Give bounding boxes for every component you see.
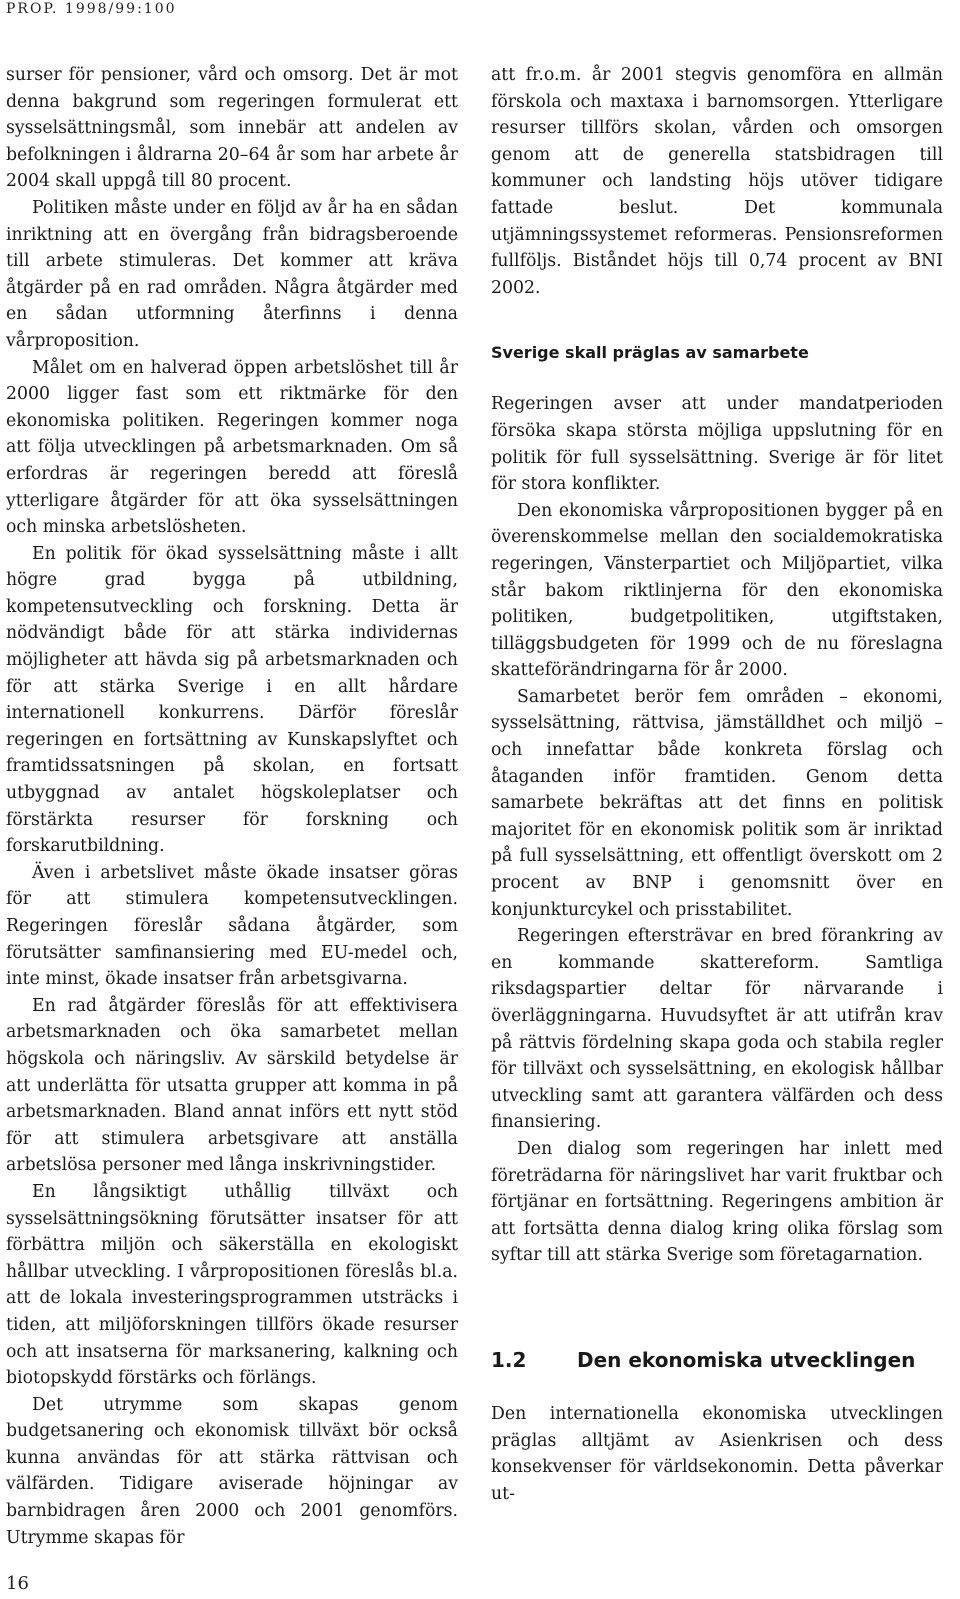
paragraph: Regeringen avser att under mandatperioden försöka skapa största möjliga uppslutning för en politik för full sysselsättning. Sverige är för litet för stora konflikter. [491,394,943,495]
paragraph: surser för pensioner, vård och omsorg. Det är mot denna bakgrund som regeringen formulerat ett sysselsättningsmål, som innebär att andelen av befolkningen i åldrarna 20–64 år som har arbete år 2004 skall uppgå till 80 procent. [6,65,458,192]
paragraph: En långsiktigt uthållig tillväxt och sysselsättningsökning förutsätter insatser för att förbättra miljön och säkerställa en ekologiskt hållbar utveckling. I vårpropositionen föreslås bl.a. att de lokala investeringsprogrammen utsträcks i tiden, att miljöforskningen tillförs ökade resurser och att insatserna för marksanering, kalkning och biotopskydd förstärks och förlängs. [6,1181,458,1389]
page-number: 16 [6,1573,29,1594]
paragraph: Det utrymme som skapas genom budgetsanering och ekonomisk tillväxt bör också kunna användas för att stärka rättvisan och välfärden. Tidigare aviserade höjningar av barnbidragen åren 2000 och 2001 genomförs. Utrymme skapas för [6,1394,458,1548]
paragraph: Regeringen eftersträvar en bred förankring av en kommande skattereform. Samtliga riksdagspartier deltar för närvarande i överläggningarna. Huvudsyftet är att utifrån krav på rättvis fördelning skapa goda och stabila regler för tillväxt och sysselsättning, en ekologisk hållbar utveckling samt att garantera välfärden och dess finansiering. [491,926,943,1133]
left-column [6,62,458,1551]
paragraph: Politiken måste under en följd av år ha en sådan inriktning att en övergång från bidragsberoende till arbete stimuleras. Det kommer att kräva åtgärder på en rad områden. Några åtgärder med en sådan utformning återfinns i denna vårproposition. [6,197,458,351]
paragraph: Den ekonomiska vårpropositionen bygger på en överenskommelse mellan den socialdemokratiska regeringen, Vänsterpartiet och Miljöpartiet, vilka står bakom riktlinjerna för den ekonomiska politiken, budgetpolitiken, utgiftstaken, tilläggsbudgeten för 1999 och de nu föreslagna skatteförändringarna för år 2000. [491,500,943,681]
section-number: 1.2 [491,1347,527,1372]
paragraph: Den internationella ekonomiska utvecklingen präglas alltjämt av Asienkrisen och dess konsekvenser för världsekonomin. Detta påverkar ut- [491,1403,943,1504]
paragraph: Målet om en halverad öppen arbetslöshet till år 2000 ligger fast som ett riktmärke för den ekonomiska politiken. Regeringen kommer noga att följa utvecklingen på arbetsmarknaden. Om så erfordras är regeringen beredd att föreslå ytterligare åtgärder för att öka sysselsättningen och minska arbetslösheten. [6,357,458,538]
section-spacer [491,1269,943,1347]
paragraph: En rad åtgärder föreslås för att effektivisera arbetsmarknaden och öka samarbetet mellan högskola och näringsliv. Av särskild betydelse är att underlätta för utsatta grupper att komma in på arbetsmarknaden. Bland annat införs ett nytt stöd för att stimulera arbetsgivare att anställa arbetslösa personer med långa inskrivningstider. [6,995,458,1176]
running-head: PROP. 1998/99:100 [6,1,177,17]
paragraph: Samarbetet berör fem områden – ekonomi, sysselsättning, rättvisa, jämställdhet och miljö – och innefattar både konkreta förslag och åtaganden inför framtiden. Genom detta samarbete bekräftas att det finns en politisk majoritet för en ekonomisk politik som är inriktad på full sysselsättning, ett offentligt överskott om 2 procent av BNP i genomsnitt över en konjunkturcykel och prisstabilitet. [491,686,943,920]
paragraph: att fr.o.m. år 2001 stegvis genomföra en allmän förskola och maxtaxa i barnomsorgen. Ytterligare resurser tillförs skolan, vården och omsorgen genom att de generella statsbidragen till kommuner och landsting höjs utöver tidigare fattade beslut. Det kommunala utjämningssystemet reformeras. Pensionsreformen fullföljs. Biståndet höjs till 0,74 procent av BNI 2002. [491,65,943,298]
paragraph: En politik för ökad sysselsättning måste i allt högre grad bygga på utbildning, kompetensutveckling och forskning. Detta är nödvändigt både för att stärka individernas möjligheter att hävda sig på arbetsmarknaden och för att stärka Sverige i en allt hårdare internationell konkurrens. Därför föreslår regeringen en fortsättning av Kunskapslyftet och framtidssatsningen på skolan, en fortsatt utbyggnad av antalet högskoleplatser och förstärkta resurser för forskning och forskarutbildning. [6,543,458,857]
section-title: Den ekonomiska utvecklingen [577,1347,916,1372]
right-column [491,62,943,1507]
paragraph: Även i arbetslivet måste ökade insatser göras för att stimulera kompetensutvecklingen. Regeringen föreslår sådana åtgärder, som förutsätter samfinansiering med EU-medel och, inte minst, ökade insatser från arbetsgivarna. [6,862,458,990]
section-heading [491,1347,943,1373]
paragraph: Den dialog som regeringen har inlett med företrädarna för näringslivet har varit fruktbar och förtjänar en fortsättning. Regeringens ambition är att fortsätta denna dialog kring olika förslag som syftar till att stärka Sverige som företagarnation. [491,1138,943,1266]
subheading: Sverige skall präglas av samarbete [491,343,809,363]
